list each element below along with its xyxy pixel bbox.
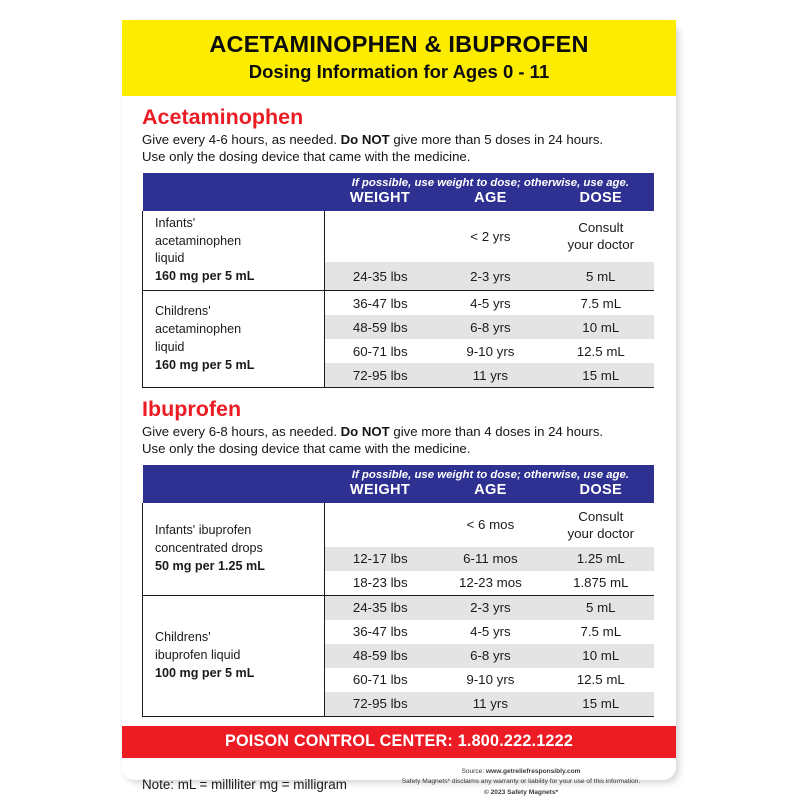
cell-dose: 7.5 mL (546, 291, 656, 316)
title-banner (122, 20, 676, 96)
table-row (143, 211, 657, 262)
note-emphasis: Do NOT (340, 423, 390, 439)
cell-weight (325, 211, 435, 262)
footer-source-prefix: Source: (461, 767, 486, 775)
cell-weight: 48-59 lbs (325, 315, 435, 339)
dose-table-wrap-acetaminophen (142, 173, 656, 389)
cell-age: 4-5 yrs (435, 291, 545, 316)
column-header-weight: WEIGHT (325, 189, 435, 211)
note-text-c: give more than 5 doses in 24 hours. (389, 131, 604, 147)
section-acetaminophen (142, 105, 656, 388)
table-column-header-row (143, 481, 657, 503)
cell-dose: 12.5 mL (546, 339, 656, 363)
cell-age: 9-10 yrs (435, 668, 545, 692)
cell-dose: 5 mL (546, 262, 656, 291)
footer-source-url: www.getreliefresponsibly.com (486, 767, 581, 775)
table-row (143, 595, 657, 620)
column-header-age: AGE (435, 481, 545, 503)
cell-dose: Consult your doctor (546, 503, 656, 547)
cell-age: 6-8 yrs (435, 315, 545, 339)
footer-disclaimer: Safety Magnets* disclaims any warranty or liability for your use of this information. (401, 778, 641, 786)
cell-weight: 48-59 lbs (325, 644, 435, 668)
drug-label-cell (143, 503, 325, 595)
footer-legal-block (386, 767, 656, 799)
note-emphasis: Do NOT (340, 131, 390, 147)
cell-dose: 15 mL (546, 363, 656, 388)
cell-weight: 36-47 lbs (325, 291, 435, 316)
dose-table-ibuprofen (142, 465, 656, 717)
table-hint-text: If possible, use weight to dose; otherwise, use age. (325, 173, 656, 189)
cell-weight: 12-17 lbs (325, 547, 435, 571)
card-body (122, 105, 676, 717)
dose-table-wrap-ibuprofen (142, 465, 656, 717)
cell-dose: 1.875 mL (546, 571, 656, 596)
table-hint-row (143, 173, 657, 189)
section-heading-ibuprofen: Ibuprofen (142, 397, 242, 422)
cell-age: 2-3 yrs (435, 262, 545, 291)
table-row (143, 503, 657, 547)
drug-concentration: 160 mg per 5 mL (155, 358, 255, 373)
drug-concentration: 160 mg per 5 mL (155, 269, 255, 284)
page-title: ACETAMINOPHEN & IBUPROFEN (209, 31, 589, 57)
drug-label-line: Infants' ibuprofen (155, 523, 252, 537)
drug-label-line: Infants' (155, 215, 196, 230)
cell-dose: 10 mL (546, 644, 656, 668)
cell-weight: 60-71 lbs (325, 339, 435, 363)
dose-table-acetaminophen (142, 173, 656, 389)
table-column-header-row (143, 189, 657, 211)
poison-control-banner: POISON CONTROL CENTER: 1.800.222.1222 (122, 726, 676, 758)
footer-copyright: © 2023 Safety Magnets* (483, 788, 559, 796)
cell-age: 6-8 yrs (435, 644, 545, 668)
drug-label-line: acetaminophen (155, 233, 242, 248)
cell-dose: Consult your doctor (546, 211, 656, 262)
drug-concentration: 100 mg per 5 mL (155, 665, 255, 680)
cell-age: 6-11 mos (435, 547, 545, 571)
table-row (143, 291, 657, 316)
column-header-label (143, 189, 325, 211)
drug-label-line: acetaminophen (155, 322, 242, 337)
cell-weight: 36-47 lbs (325, 620, 435, 644)
hint-spacer (143, 173, 325, 189)
cell-age: < 2 yrs (435, 211, 545, 262)
cell-weight: 72-95 lbs (325, 363, 435, 388)
drug-label-line: ibuprofen liquid (155, 647, 241, 662)
table-hint-text: If possible, use weight to dose; otherwise, use age. (325, 465, 656, 481)
drug-label-line: Childrens' (155, 629, 211, 644)
column-header-label (143, 481, 325, 503)
note-line-2: Use only the dosing device that came with the medicine. (142, 149, 471, 165)
column-header-dose: DOSE (546, 481, 656, 503)
dosing-chart-card (122, 20, 676, 796)
footer-source-line (386, 767, 656, 778)
cell-dose: 10 mL (546, 315, 656, 339)
cell-dose: 15 mL (546, 692, 656, 717)
cell-dose: 7.5 mL (546, 620, 656, 644)
note-line-2: Use only the dosing device that came with the medicine. (142, 441, 471, 457)
section-heading-acetaminophen: Acetaminophen (142, 104, 304, 129)
note-text-a: Give every 6-8 hours, as needed. (142, 423, 341, 439)
cell-age: < 6 mos (435, 503, 545, 547)
drug-label-cell (143, 595, 325, 716)
cell-weight (325, 503, 435, 547)
cell-weight: 24-35 lbs (325, 595, 435, 620)
drug-label-line: Childrens' (155, 304, 211, 319)
note-text-c: give more than 4 doses in 24 hours. (389, 423, 604, 439)
cell-weight: 72-95 lbs (325, 692, 435, 717)
page-subtitle: Dosing Information for Ages 0 - 11 (248, 60, 550, 82)
cell-age: 4-5 yrs (435, 620, 545, 644)
hint-spacer (143, 465, 325, 481)
footer-unit-note: Note: mL = milliliter mg = milligram (142, 776, 347, 792)
cell-weight: 18-23 lbs (325, 571, 435, 596)
column-header-dose: DOSE (546, 189, 656, 211)
drug-label-line: liquid (155, 340, 185, 355)
drug-label-cell (143, 211, 325, 291)
drug-label-line: liquid (155, 251, 185, 266)
cell-dose: 1.25 mL (546, 547, 656, 571)
cell-age: 11 yrs (435, 363, 545, 388)
cell-dose: 12.5 mL (546, 668, 656, 692)
drug-label-cell (143, 291, 325, 388)
cell-age: 9-10 yrs (435, 339, 545, 363)
drug-label-line: concentrated drops (155, 540, 263, 555)
cell-age: 11 yrs (435, 692, 545, 717)
cell-dose: 5 mL (546, 595, 656, 620)
cell-age: 2-3 yrs (435, 595, 545, 620)
cell-weight: 60-71 lbs (325, 668, 435, 692)
cell-weight: 24-35 lbs (325, 262, 435, 291)
section-note-ibuprofen (142, 423, 656, 458)
table-hint-row (143, 465, 657, 481)
cell-age: 12-23 mos (435, 571, 545, 596)
column-header-weight: WEIGHT (325, 481, 435, 503)
note-text-a: Give every 4-6 hours, as needed. (142, 131, 341, 147)
drug-concentration: 50 mg per 1.25 mL (155, 558, 265, 573)
card-footer (122, 758, 676, 799)
column-header-age: AGE (435, 189, 545, 211)
section-note-acetaminophen (142, 131, 656, 166)
section-ibuprofen (142, 397, 656, 716)
